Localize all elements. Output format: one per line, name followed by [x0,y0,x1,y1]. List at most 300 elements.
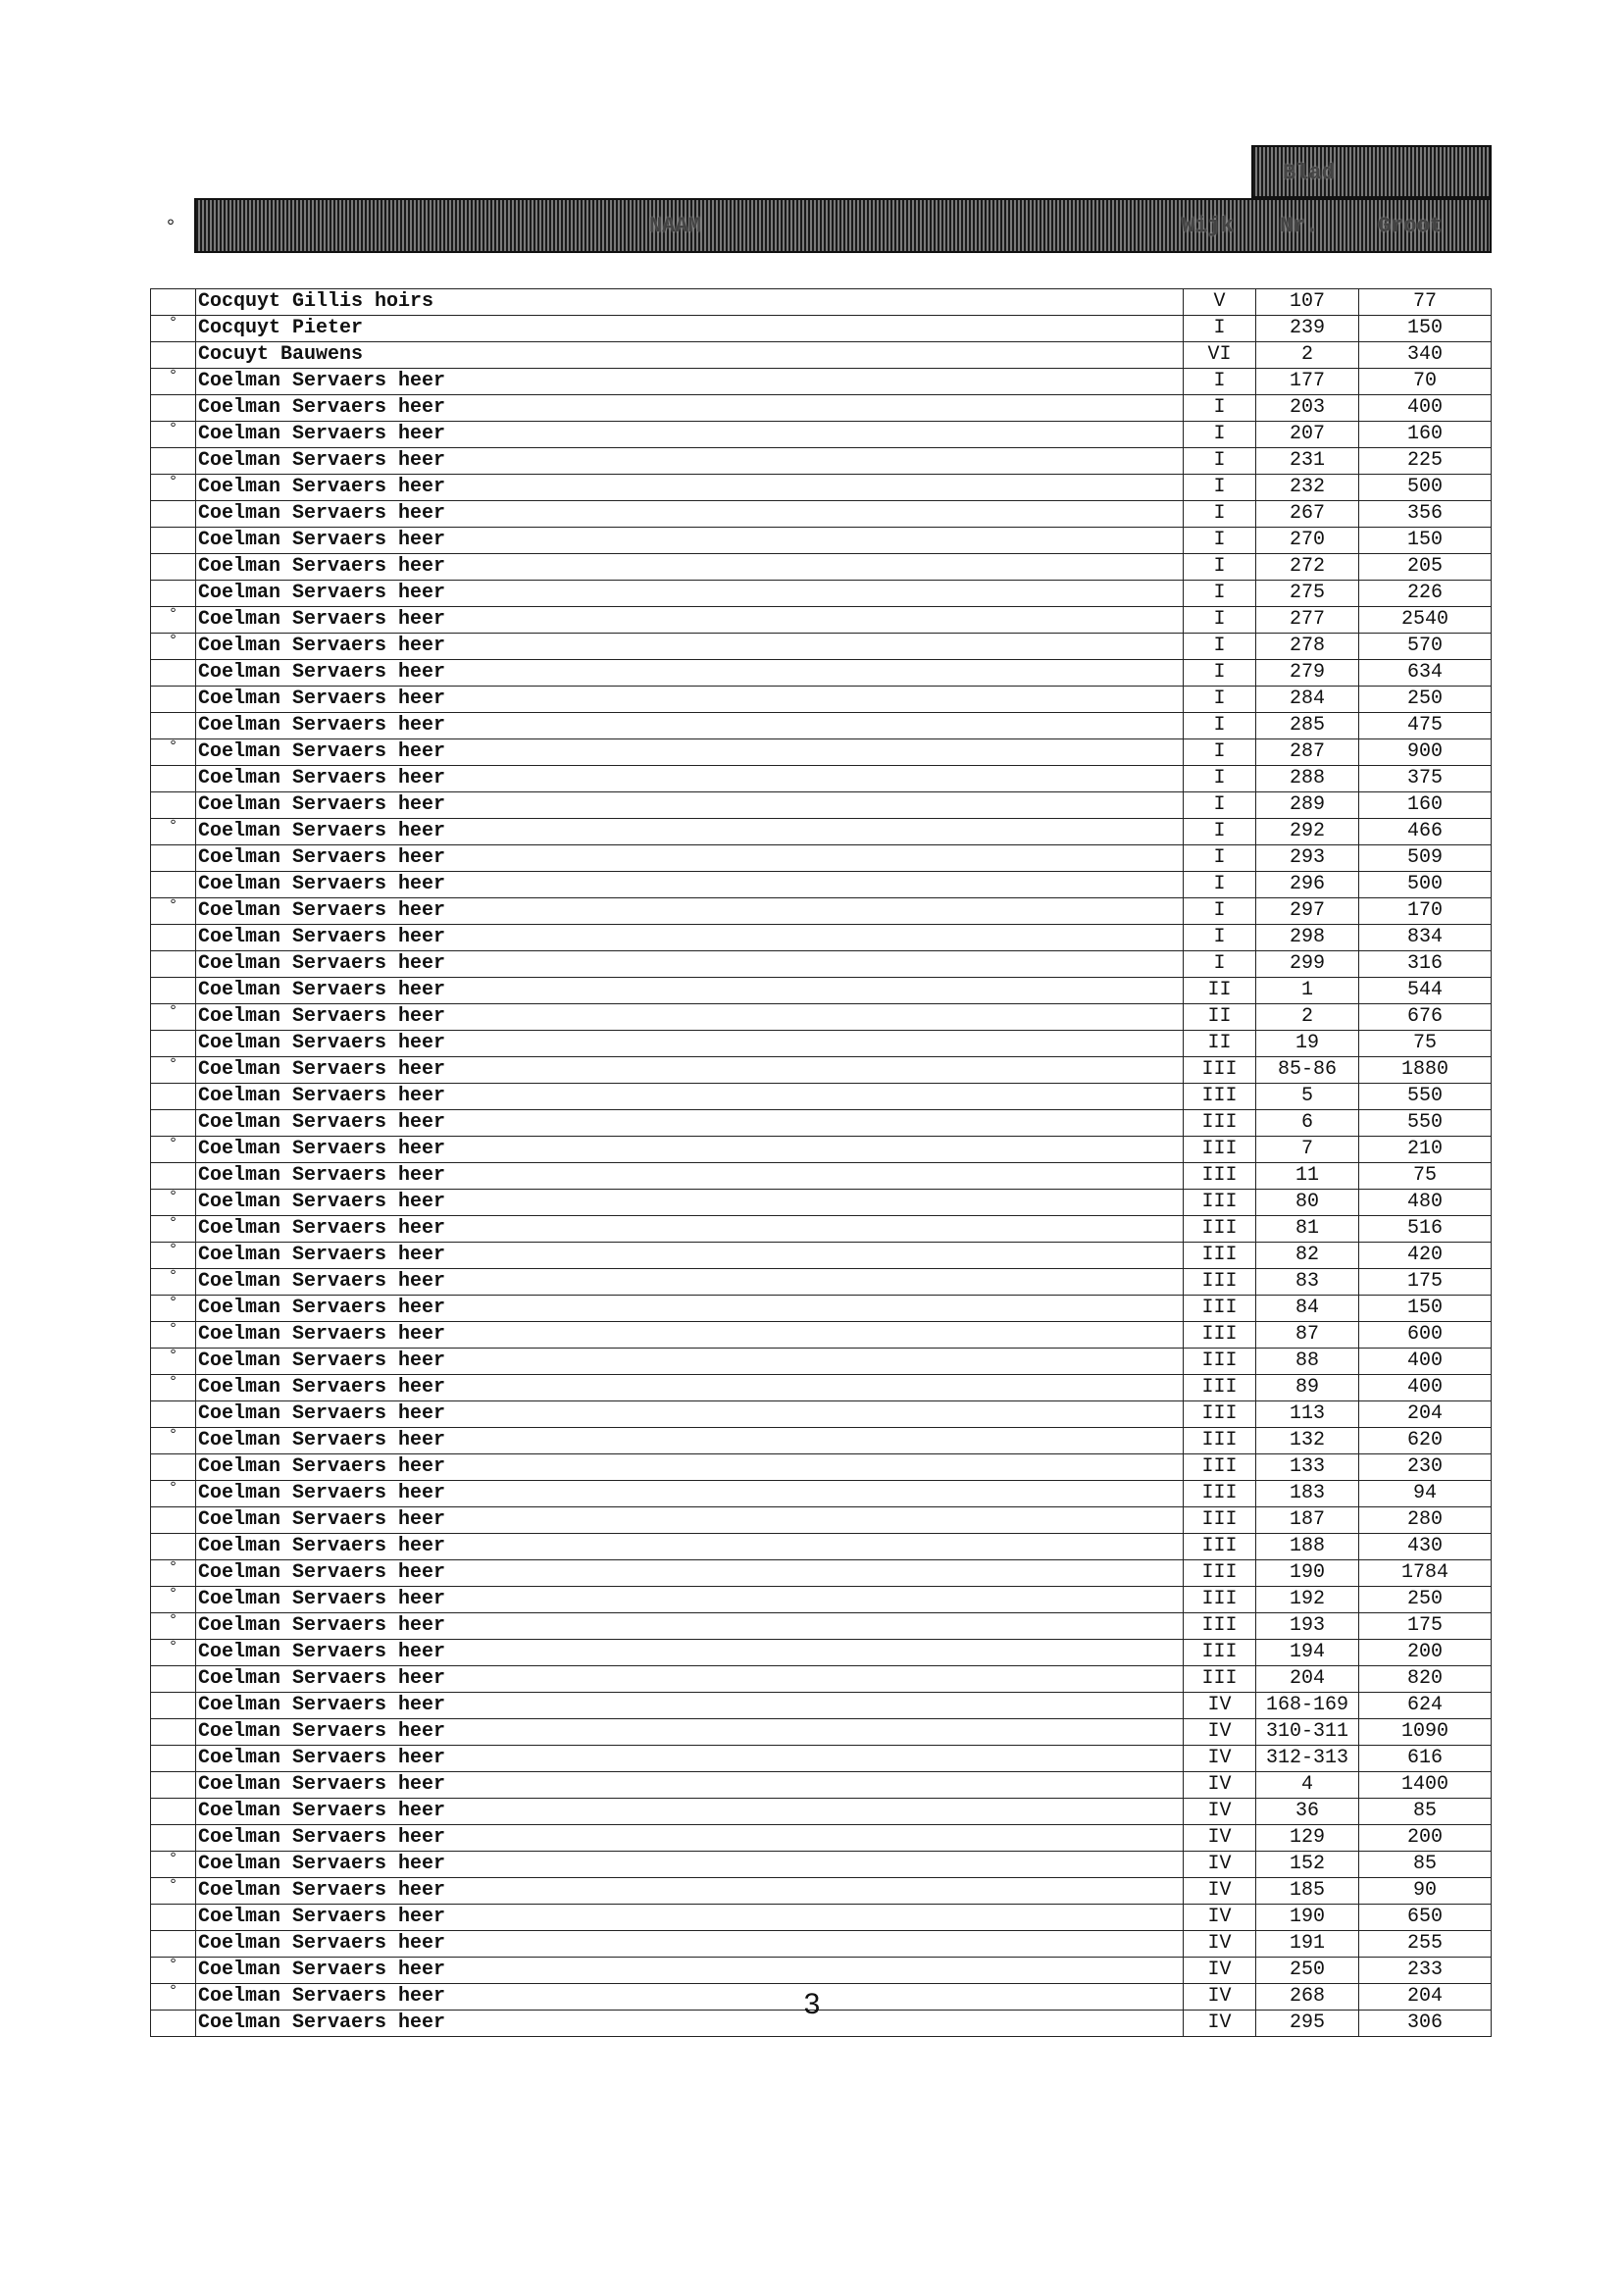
wijk-cell: I [1184,422,1256,448]
owner-name-cell: Coelman Servaers heer [196,1454,1184,1481]
table-row [151,1587,1492,1613]
row-mark: ° [151,1137,196,1163]
owner-name-cell: Coelman Servaers heer [196,1958,1184,1984]
nr-cell: 2 [1256,342,1359,369]
table-row [151,1137,1492,1163]
wijk-cell: I [1184,951,1256,978]
nr-cell: 132 [1256,1428,1359,1454]
groot-cell: 600 [1359,1322,1492,1349]
row-mark [151,395,196,422]
nr-cell: 190 [1256,1560,1359,1587]
owner-name-cell: Coelman Servaers heer [196,1269,1184,1296]
nr-cell: 287 [1256,739,1359,766]
wijk-cell: I [1184,607,1256,634]
groot-cell: 509 [1359,845,1492,872]
row-mark: ° [151,1878,196,1905]
table-row [151,395,1492,422]
row-mark [151,1534,196,1560]
header-bar [194,198,1492,253]
row-mark: ° [151,475,196,501]
row-mark [151,1666,196,1693]
row-mark: ° [151,1349,196,1375]
owner-name-cell: Coelman Servaers heer [196,819,1184,845]
nr-cell: 88 [1256,1349,1359,1375]
owner-name-cell: Coelman Servaers heer [196,898,1184,925]
groot-cell: 70 [1359,369,1492,395]
wijk-cell: I [1184,819,1256,845]
groot-cell: 85 [1359,1852,1492,1878]
nr-cell: 277 [1256,607,1359,634]
groot-cell: 170 [1359,898,1492,925]
owner-name-cell: Coelman Servaers heer [196,475,1184,501]
groot-cell: 1880 [1359,1057,1492,1084]
nr-cell: 168-169 [1256,1693,1359,1719]
table-row [151,528,1492,554]
wijk-cell: I [1184,872,1256,898]
row-mark: ° [151,316,196,342]
nr-cell: 299 [1256,951,1359,978]
owner-name-cell: Coelman Servaers heer [196,634,1184,660]
nr-cell: 295 [1256,2011,1359,2037]
wijk-cell: IV [1184,1693,1256,1719]
nr-cell: 107 [1256,289,1359,316]
table-row [151,1825,1492,1852]
page-number: 3 [803,1988,821,2020]
table-row [151,1799,1492,1825]
wijk-cell: I [1184,739,1256,766]
owner-name-cell: Coelman Servaers heer [196,1666,1184,1693]
row-mark [151,1905,196,1931]
groot-cell: 230 [1359,1454,1492,1481]
nr-cell: 285 [1256,713,1359,739]
nr-cell: 4 [1256,1772,1359,1799]
table-row [151,1693,1492,1719]
nr-cell: 204 [1256,1666,1359,1693]
row-mark [151,1719,196,1746]
table-row [151,819,1492,845]
nr-cell: 292 [1256,819,1359,845]
nr-cell: 183 [1256,1481,1359,1507]
wijk-cell: III [1184,1560,1256,1587]
row-mark: ° [151,898,196,925]
groot-cell: 544 [1359,978,1492,1004]
table-row [151,1772,1492,1799]
owner-name-cell: Coelman Servaers heer [196,1693,1184,1719]
owner-name-cell: Coelman Servaers heer [196,2011,1184,2037]
groot-cell: 430 [1359,1534,1492,1560]
groot-cell: 204 [1359,1401,1492,1428]
row-mark: ° [151,1587,196,1613]
wijk-cell: III [1184,1243,1256,1269]
owner-name-cell: Coelman Servaers heer [196,422,1184,448]
row-mark [151,1772,196,1799]
owner-name-cell: Coelman Servaers heer [196,713,1184,739]
row-mark: ° [151,607,196,634]
groot-cell: 175 [1359,1269,1492,1296]
row-mark: ° [151,1216,196,1243]
table-row [151,872,1492,898]
wijk-cell: III [1184,1269,1256,1296]
table-row [151,1163,1492,1190]
wijk-cell: III [1184,1190,1256,1216]
row-mark: ° [151,819,196,845]
row-mark: ° [151,1560,196,1587]
table-row [151,1905,1492,1931]
table-row [151,1746,1492,1772]
wijk-cell: I [1184,925,1256,951]
nr-cell: 203 [1256,395,1359,422]
nr-cell: 11 [1256,1163,1359,1190]
table-row [151,1719,1492,1746]
row-mark [151,845,196,872]
header-tab [1251,145,1492,198]
groot-cell: 200 [1359,1640,1492,1666]
owner-name-cell: Coelman Servaers heer [196,1110,1184,1137]
row-mark: ° [151,1984,196,2011]
row-mark: ° [151,1481,196,1507]
groot-cell: 150 [1359,1296,1492,1322]
wijk-cell: IV [1184,1852,1256,1878]
groot-cell: 820 [1359,1666,1492,1693]
groot-cell: 1090 [1359,1719,1492,1746]
owner-name-cell: Coelman Servaers heer [196,1375,1184,1401]
table-row [151,1296,1492,1322]
nr-cell: 177 [1256,369,1359,395]
groot-cell: 475 [1359,713,1492,739]
groot-cell: 624 [1359,1693,1492,1719]
owner-name-cell: Coelman Servaers heer [196,1852,1184,1878]
owner-name-cell: Coelman Servaers heer [196,687,1184,713]
owner-name-cell: Coelman Servaers heer [196,1322,1184,1349]
groot-cell: 150 [1359,316,1492,342]
owner-name-cell: Coelman Servaers heer [196,1640,1184,1666]
nr-cell: 190 [1256,1905,1359,1931]
owner-name-cell: Coelman Servaers heer [196,1428,1184,1454]
owner-name-cell: Coelman Servaers heer [196,1772,1184,1799]
nr-cell: 80 [1256,1190,1359,1216]
groot-cell: 900 [1359,739,1492,766]
nr-cell: 129 [1256,1825,1359,1852]
groot-cell: 400 [1359,395,1492,422]
owner-name-cell: Coelman Servaers heer [196,528,1184,554]
wijk-cell: IV [1184,1931,1256,1958]
row-mark [151,1931,196,1958]
wijk-cell: I [1184,554,1256,581]
table-row [151,501,1492,528]
groot-cell: 77 [1359,289,1492,316]
row-mark [151,1031,196,1057]
nr-cell: 293 [1256,845,1359,872]
wijk-cell: I [1184,369,1256,395]
table-row [151,1243,1492,1269]
nr-cell: 267 [1256,501,1359,528]
table-row [151,475,1492,501]
row-mark: ° [151,1269,196,1296]
row-mark: ° [151,1190,196,1216]
groot-cell: 205 [1359,554,1492,581]
wijk-cell: I [1184,395,1256,422]
wijk-cell: I [1184,501,1256,528]
owner-name-cell: Coelman Servaers heer [196,660,1184,687]
row-mark: ° [151,634,196,660]
wijk-cell: V [1184,289,1256,316]
table-row [151,739,1492,766]
table-row [151,1958,1492,1984]
nr-cell: 1 [1256,978,1359,1004]
wijk-cell: I [1184,475,1256,501]
nr-cell: 2 [1256,1004,1359,1031]
nr-cell: 81 [1256,1216,1359,1243]
wijk-cell: I [1184,448,1256,475]
table-row [151,978,1492,1004]
row-mark: ° [151,1640,196,1666]
owner-name-cell: Coelman Servaers heer [196,1825,1184,1852]
owner-name-cell: Coelman Servaers heer [196,369,1184,395]
wijk-cell: IV [1184,1825,1256,1852]
owner-name-cell: Coelman Servaers heer [196,1507,1184,1534]
nr-cell: 272 [1256,554,1359,581]
wijk-cell: I [1184,898,1256,925]
table-row [151,1931,1492,1958]
owner-name-cell: Coelman Servaers heer [196,1190,1184,1216]
table-row [151,1110,1492,1137]
nr-cell: 289 [1256,792,1359,819]
owner-name-cell: Coelman Servaers heer [196,1401,1184,1428]
nr-cell: 89 [1256,1375,1359,1401]
owner-name-cell: Coelman Servaers heer [196,1613,1184,1640]
nr-cell: 250 [1256,1958,1359,1984]
wijk-cell: I [1184,766,1256,792]
owner-name-cell: Cocquyt Pieter [196,316,1184,342]
groot-cell: 210 [1359,1137,1492,1163]
table-row [151,766,1492,792]
nr-cell: 194 [1256,1640,1359,1666]
nr-cell: 5 [1256,1084,1359,1110]
row-mark [151,554,196,581]
row-mark: ° [151,1613,196,1640]
table-row [151,1878,1492,1905]
owner-name-cell: Coelman Servaers heer [196,872,1184,898]
table-row [151,554,1492,581]
groot-cell: 480 [1359,1190,1492,1216]
groot-cell: 676 [1359,1004,1492,1031]
nr-cell: 152 [1256,1852,1359,1878]
table-row [151,1349,1492,1375]
table-row [151,1534,1492,1560]
owner-name-cell: Coelman Servaers heer [196,1719,1184,1746]
wijk-cell: I [1184,687,1256,713]
owner-name-cell: Coelman Servaers heer [196,1057,1184,1084]
wijk-cell: IV [1184,1878,1256,1905]
groot-cell: 634 [1359,660,1492,687]
nr-cell: 193 [1256,1613,1359,1640]
table-row [151,422,1492,448]
wijk-cell: I [1184,316,1256,342]
row-mark [151,501,196,528]
row-mark: ° [151,1958,196,1984]
row-mark [151,766,196,792]
table-row [151,369,1492,395]
owner-name-cell: Coelman Servaers heer [196,766,1184,792]
groot-cell: 85 [1359,1799,1492,1825]
wijk-cell: IV [1184,1746,1256,1772]
nr-cell: 298 [1256,925,1359,951]
nr-cell: 185 [1256,1878,1359,1905]
row-mark [151,289,196,316]
groot-cell: 466 [1359,819,1492,845]
owner-name-cell: Coelman Servaers heer [196,1216,1184,1243]
table-row [151,1216,1492,1243]
owner-name-cell: Cocquyt Gillis hoirs [196,289,1184,316]
groot-cell: 250 [1359,1587,1492,1613]
nr-cell: 113 [1256,1401,1359,1428]
wijk-cell: I [1184,634,1256,660]
row-mark [151,951,196,978]
wijk-cell: IV [1184,1799,1256,1825]
table-row [151,634,1492,660]
wijk-cell: III [1184,1454,1256,1481]
wijk-cell: III [1184,1428,1256,1454]
groot-cell: 834 [1359,925,1492,951]
wijk-cell: III [1184,1322,1256,1349]
groot-cell: 250 [1359,687,1492,713]
groot-cell: 2540 [1359,607,1492,634]
groot-cell: 1784 [1359,1560,1492,1587]
wijk-cell: II [1184,978,1256,1004]
header-bullet: ° [165,217,178,239]
nr-cell: 82 [1256,1243,1359,1269]
nr-cell: 279 [1256,660,1359,687]
table-row [151,607,1492,634]
groot-cell: 500 [1359,475,1492,501]
wijk-cell: I [1184,792,1256,819]
groot-cell: 204 [1359,1984,1492,2011]
owner-name-cell: Coelman Servaers heer [196,1031,1184,1057]
row-mark: ° [151,1243,196,1269]
wijk-cell: IV [1184,1905,1256,1931]
wijk-cell: III [1184,1137,1256,1163]
row-mark [151,581,196,607]
owner-name-cell: Coelman Servaers heer [196,448,1184,475]
owner-name-cell: Coelman Servaers heer [196,554,1184,581]
table-row [151,1613,1492,1640]
wijk-cell: III [1184,1666,1256,1693]
owner-name-cell: Coelman Servaers heer [196,607,1184,634]
table-row [151,1084,1492,1110]
row-mark [151,713,196,739]
owner-name-cell: Coelman Servaers heer [196,581,1184,607]
owner-name-cell: Coelman Servaers heer [196,1878,1184,1905]
wijk-cell: I [1184,845,1256,872]
table-row [151,660,1492,687]
table-row [151,1640,1492,1666]
wijk-cell: III [1184,1613,1256,1640]
table-row [151,1401,1492,1428]
nr-cell: 187 [1256,1507,1359,1534]
groot-cell: 316 [1359,951,1492,978]
groot-cell: 225 [1359,448,1492,475]
row-mark [151,660,196,687]
row-mark [151,872,196,898]
row-mark [151,1084,196,1110]
row-mark [151,687,196,713]
property-table [150,288,1492,2037]
wijk-cell: III [1184,1401,1256,1428]
row-mark [151,1163,196,1190]
row-mark [151,1110,196,1137]
nr-cell: 297 [1256,898,1359,925]
row-mark: ° [151,422,196,448]
property-table-body [151,289,1492,2037]
table-row [151,1666,1492,1693]
wijk-cell: I [1184,581,1256,607]
table-row [151,1322,1492,1349]
nr-cell: 36 [1256,1799,1359,1825]
owner-name-cell: Coelman Servaers heer [196,1084,1184,1110]
row-mark: ° [151,1852,196,1878]
table-row [151,1269,1492,1296]
nr-cell: 232 [1256,475,1359,501]
nr-cell: 87 [1256,1322,1359,1349]
groot-cell: 400 [1359,1375,1492,1401]
table-row [151,448,1492,475]
table-row [151,342,1492,369]
groot-cell: 550 [1359,1110,1492,1137]
owner-name-cell: Coelman Servaers heer [196,1984,1184,2011]
owner-name-cell: Coelman Servaers heer [196,1799,1184,1825]
groot-cell: 340 [1359,342,1492,369]
owner-name-cell: Coelman Servaers heer [196,1296,1184,1322]
owner-name-cell: Coelman Servaers heer [196,1905,1184,1931]
row-mark [151,978,196,1004]
wijk-cell: III [1184,1110,1256,1137]
wijk-cell: I [1184,528,1256,554]
wijk-cell: II [1184,1004,1256,1031]
owner-name-cell: Cocuyt Bauwens [196,342,1184,369]
row-mark [151,1746,196,1772]
groot-cell: 233 [1359,1958,1492,1984]
wijk-cell: III [1184,1587,1256,1613]
row-mark: ° [151,1057,196,1084]
wijk-cell: III [1184,1507,1256,1534]
table-row [151,1428,1492,1454]
groot-cell: 500 [1359,872,1492,898]
groot-cell: 356 [1359,501,1492,528]
groot-cell: 400 [1359,1349,1492,1375]
nr-cell: 85-86 [1256,1057,1359,1084]
wijk-cell: III [1184,1481,1256,1507]
owner-name-cell: Coelman Servaers heer [196,1481,1184,1507]
nr-cell: 188 [1256,1534,1359,1560]
wijk-cell: VI [1184,342,1256,369]
header-wijk-label: Wijk [1182,214,1234,238]
wijk-cell: III [1184,1057,1256,1084]
nr-cell: 84 [1256,1296,1359,1322]
nr-cell: 278 [1256,634,1359,660]
table-row [151,1507,1492,1534]
row-mark [151,1693,196,1719]
owner-name-cell: Coelman Servaers heer [196,395,1184,422]
table-row [151,289,1492,316]
nr-cell: 133 [1256,1454,1359,1481]
row-mark [151,792,196,819]
groot-cell: 1400 [1359,1772,1492,1799]
nr-cell: 270 [1256,528,1359,554]
nr-cell: 288 [1256,766,1359,792]
table-row [151,1190,1492,1216]
groot-cell: 550 [1359,1084,1492,1110]
owner-name-cell: Coelman Servaers heer [196,1534,1184,1560]
